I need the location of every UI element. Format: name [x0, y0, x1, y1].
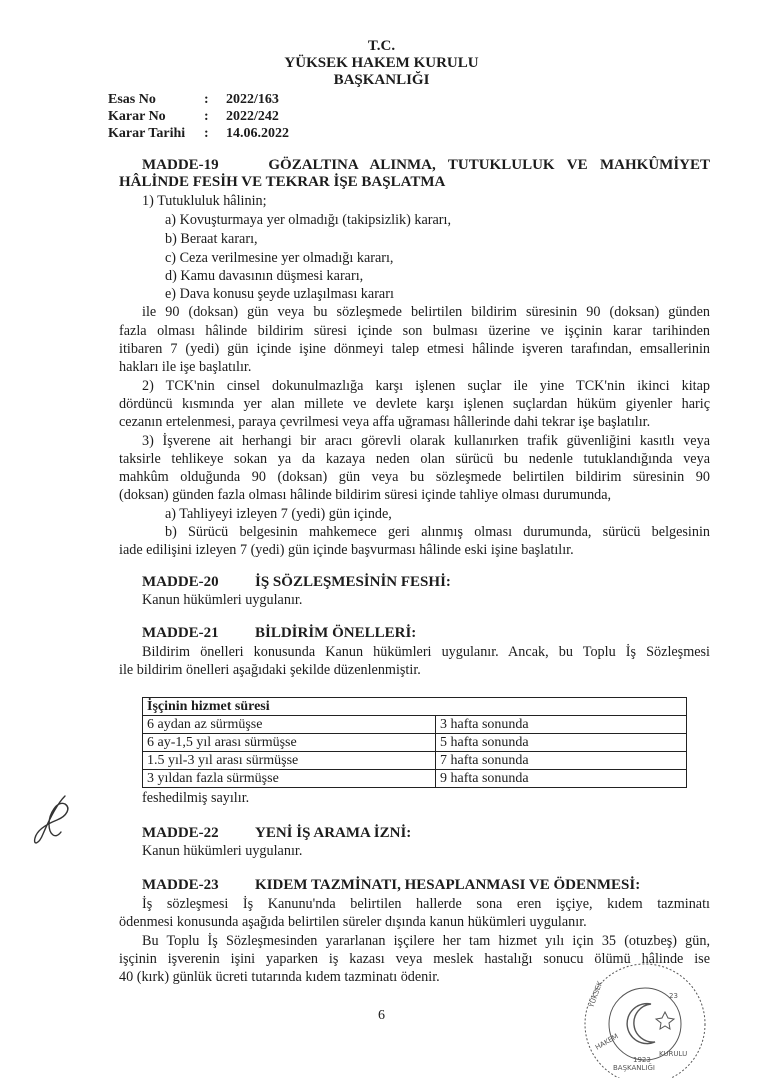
table-header-cell: İşçinin hizmet süresi — [143, 698, 687, 716]
meta-sep: : — [204, 126, 209, 141]
madde19-para2-line: 2) TCK'nin cinsel dokunulmazlığa karşı işlenen suçlar ile yine TCK'nin ikinci kitap — [142, 378, 710, 394]
madde19-item-c: c) Ceza verilmesine yer olmadığı kararı, — [165, 250, 394, 266]
header-kurul: YÜKSEK HAKEM KURULU — [284, 55, 479, 71]
svg-text:KURULU: KURULU — [659, 1050, 688, 1058]
madde19-para3-line: taksirle tehlikeye sokan ya da kazaya neden olan sürücü bu nedenle tutuklandığında veya — [119, 451, 710, 467]
madde21-number: MADDE-21 — [142, 625, 219, 641]
madde19-item-d: d) Kamu davasının düşmesi kararı, — [165, 268, 364, 284]
madde20-title: İŞ SÖZLEŞMESİNİN FESHİ: — [255, 574, 451, 590]
table-row — [143, 770, 687, 788]
madde19-title-line2: HÂLİNDE FESİH VE TEKRAR İŞE BAŞLATMA — [119, 174, 446, 190]
madde19-item-e: e) Dava konusu şeyde uzlaşılması kararı — [165, 286, 394, 302]
madde19-para2-line: cezanın ertelenmesi, paraya çevrilmesi veya affa uğraması hâllerinde dahi tekrar işe başlatılır. — [119, 414, 651, 430]
madde19-para1-line: fazla olması hâlinde bildirim süresi içinde son bulması üzerine ve işçinin karar tarihinden — [119, 323, 710, 339]
meta-value: 14.06.2022 — [226, 126, 289, 141]
madde19-para3-line: mahkûm olduğunda 90 (doksan) gün veya bu sözleşmede belirtilen bildirim süresinin 90 — [119, 469, 710, 485]
madde21-text-line: ile bildirim önelleri aşağıdaki şekilde düzenlenmiştir. — [119, 662, 421, 678]
notice-cell: 9 hafta sonunda — [436, 770, 687, 788]
svg-text:YÜKSEK: YÜKSEK — [587, 980, 605, 1009]
madde19-para2-line: dördüncü kısmında yer alan millete ve devlete karşı işlenen suçlardan hüküm giyenler hariç — [119, 396, 710, 412]
madde21-text-line: Bildirim önelleri konusunda Kanun hükümleri uygulanır. Ancak, bu Toplu İş Sözleşmesi — [142, 644, 710, 660]
table-row — [143, 752, 687, 770]
madde19-item-a: a) Kovuşturmaya yer olmadığı (takipsizlik) kararı, — [165, 212, 452, 228]
meta-key: Esas No — [108, 92, 156, 107]
madde19-title-line1: MADDE-19 GÖZALTINA ALINMA, TUTUKLULUK VE MAHKÛMİYET — [142, 157, 710, 173]
header-tc: T.C. — [367, 38, 396, 54]
notice-cell: 3 hafta sonunda — [436, 716, 687, 734]
madde20-text: Kanun hükümleri uygulanır. — [142, 592, 303, 608]
madde23-title: KIDEM TAZMİNATI, HESAPLANMASI VE ÖDENMESİ: — [255, 877, 641, 893]
madde23-number: MADDE-23 — [142, 877, 219, 893]
madde19-item-b: b) Beraat kararı, — [165, 231, 258, 247]
madde19-para1-line: hakları ile işe başlatılır. — [119, 359, 252, 375]
madde19-sub-b-line: b) Sürücü belgesinin mahkemece geri alınmış olması durumunda, sürücü belgesinin — [165, 524, 710, 540]
page-number: 6 — [378, 1008, 385, 1023]
notice-cell: 7 hafta sonunda — [436, 752, 687, 770]
duration-cell: 6 ay-1,5 yıl arası sürmüşse — [143, 734, 436, 752]
duration-cell: 3 yıldan fazla sürmüşse — [143, 770, 436, 788]
madde23-para2-line: 40 (kırk) günlük ücreti tutarında kıdem tazminatı ödenir. — [119, 969, 440, 985]
meta-key: Karar No — [108, 109, 166, 124]
meta-esas-no — [108, 92, 279, 108]
madde23-para1-line: ödenmesi konusunda aşağıda belirtilen süreler dışında kanun hükümleri uygulanır. — [119, 914, 587, 930]
madde19-para1-line: ile 90 (doksan) gün veya bu sözleşmede belirtilen bildirim süresinin 90 (doksan) günden — [142, 304, 710, 320]
madde19-para3-line: (doksan) günden fazla olması hâlinde bildirim süresi içinde tahliye olması durumunda, — [119, 487, 612, 503]
notice-cell: 5 hafta sonunda — [436, 734, 687, 752]
meta-value: 2022/163 — [226, 92, 279, 107]
madde22-number: MADDE-22 — [142, 825, 219, 841]
svg-text:23: 23 — [669, 992, 678, 1000]
madde23-para2-line: Bu Toplu İş Sözleşmesinden yararlanan işçilere her tam hizmet yılı için 35 (otuzbeş) gün, — [142, 933, 710, 949]
madde23-para1-line: İş sözleşmesi İş Kanunu'nda belirtilen hallerde sona eren işçiye, kıdem tazminatı — [142, 896, 710, 912]
madde19-p1: 1) Tutukluluk hâlinin; — [142, 193, 267, 209]
meta-value: 2022/242 — [226, 109, 279, 124]
madde23-para2-line: işçinin işverenin işini yaparken iş kazası veya meslek hastalığı sonucu ölümü hâlinde ise — [119, 951, 710, 967]
madde20-number: MADDE-20 — [142, 574, 219, 590]
meta-karar-tarihi — [108, 126, 289, 142]
madde19-para1-line: itibaren 7 (yedi) gün içinde işine dönmeyi talep etmesi hâlinde işveren tarafından, emsallerinin — [119, 341, 710, 357]
duration-cell: 1.5 yıl-3 yıl arası sürmüşse — [143, 752, 436, 770]
notice-period-table — [142, 697, 687, 788]
official-seal-stamp — [573, 958, 713, 1078]
table-header-row — [143, 698, 687, 716]
madde19-sub-a: a) Tahliyeyi izleyen 7 (yedi) gün içinde, — [165, 506, 392, 522]
handwritten-initial-signature — [27, 790, 87, 850]
svg-text:BAŞKANLIĞI: BAŞKANLIĞI — [613, 1064, 655, 1072]
table-row — [143, 716, 687, 734]
madde21-after-table: feshedilmiş sayılır. — [142, 790, 250, 806]
meta-sep: : — [204, 109, 209, 124]
madde19-para3-line: 3) İşverene ait herhangi bir aracı görevli olarak kullanırken trafik güvenliğini kasıtlı veya — [142, 433, 710, 449]
duration-cell: 6 aydan az sürmüşse — [143, 716, 436, 734]
madde19-sub-b-line: iade edilişini izleyen 7 (yedi) gün içinde başvurması hâlinde eski işine başlatılır. — [119, 542, 574, 558]
meta-key: Karar Tarihi — [108, 126, 186, 141]
madde22-title: YENİ İŞ ARAMA İZNİ: — [255, 825, 412, 841]
madde21-title: BİLDİRİM ÖNELLERİ: — [255, 625, 417, 641]
header-baskanlik: BAŞKANLIĞI — [333, 72, 430, 88]
meta-sep: : — [204, 92, 209, 107]
svg-text:1923: 1923 — [633, 1056, 651, 1064]
table-row — [143, 734, 687, 752]
meta-karar-no — [108, 109, 279, 125]
madde22-text: Kanun hükümleri uygulanır. — [142, 843, 303, 859]
svg-text:HAKEM: HAKEM — [594, 1032, 620, 1052]
